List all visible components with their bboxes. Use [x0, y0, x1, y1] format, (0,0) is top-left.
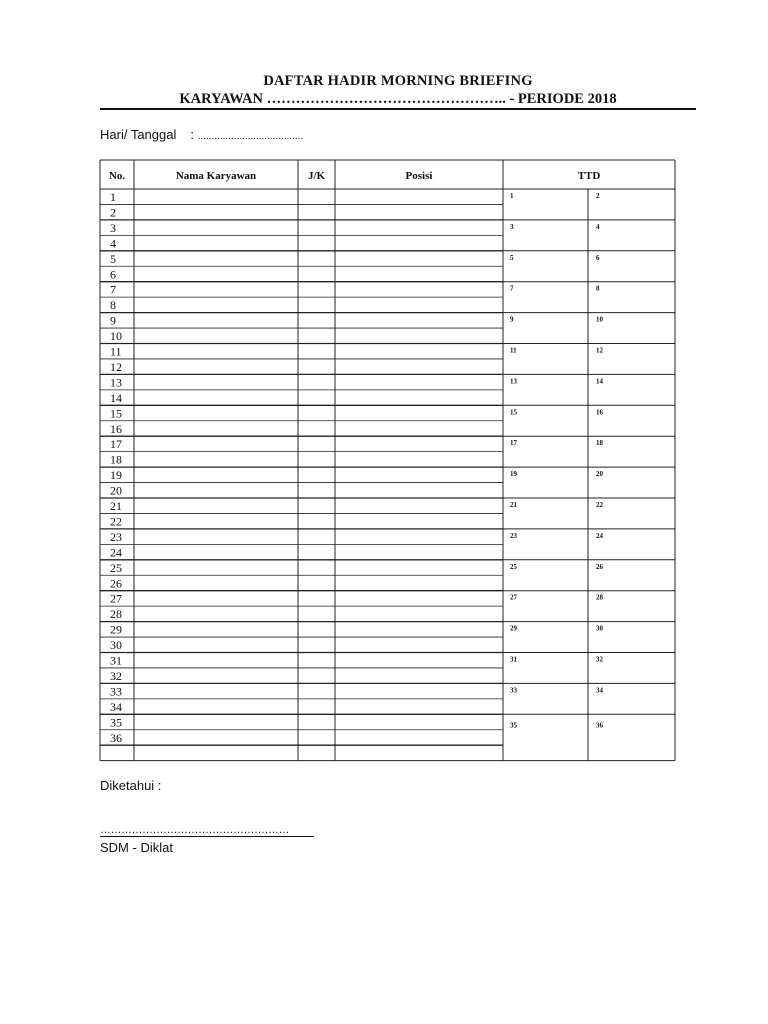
row-number: 9 [110, 313, 116, 328]
signature-number: 35 [510, 721, 517, 730]
signature-number: 8 [596, 284, 600, 293]
signature-number: 18 [596, 439, 603, 448]
date-separator: : [190, 127, 194, 142]
row-number: 33 [110, 684, 122, 699]
signature-number: 25 [510, 562, 517, 571]
signature-number: 24 [596, 531, 603, 540]
column-header: No. [108, 170, 126, 182]
row-number: 35 [110, 715, 122, 730]
signature-number: 9 [510, 315, 514, 324]
row-number: 12 [110, 359, 122, 374]
signer-name: SDM - Diklat [100, 840, 173, 855]
row-number: 19 [110, 468, 122, 483]
row-number: 2 [110, 205, 116, 220]
row-number: 13 [110, 375, 122, 390]
signature-number: 29 [510, 624, 517, 633]
signature-number: 5 [510, 253, 514, 262]
signature-number: 7 [510, 284, 514, 293]
row-number: 14 [110, 390, 122, 405]
row-number: 3 [110, 220, 116, 235]
row-number: 5 [110, 251, 116, 266]
row-number: 23 [110, 529, 122, 544]
row-number: 6 [110, 267, 116, 282]
date-label: Hari/ Tanggal [100, 127, 177, 142]
date-input-placeholder[interactable]: ...................................... [197, 131, 304, 142]
row-number: 30 [110, 638, 122, 653]
signature-number: 21 [510, 501, 517, 509]
row-number: 31 [110, 653, 122, 668]
row-number: 8 [110, 298, 116, 313]
row-number: 18 [110, 452, 122, 467]
signature-number: 34 [596, 686, 603, 695]
signature-number: 27 [510, 593, 517, 602]
row-number: 21 [110, 499, 122, 513]
signature-number: 15 [510, 408, 517, 417]
row-number: 7 [110, 282, 116, 297]
signature-number: 6 [596, 253, 600, 262]
signature-number: 4 [596, 222, 600, 231]
signature-number: 14 [596, 377, 603, 386]
signature-number: 26 [596, 562, 603, 571]
signature-number: 32 [596, 655, 603, 664]
row-number: 11 [110, 344, 122, 359]
signature-number: 22 [596, 501, 603, 509]
signature-number: 17 [510, 439, 517, 448]
signature-number: 11 [510, 346, 517, 355]
row-number: 32 [110, 668, 122, 683]
signature-number: 33 [510, 686, 517, 695]
column-header: J/K [307, 170, 326, 182]
signature-number: 16 [596, 408, 603, 417]
row-number: 22 [110, 514, 122, 529]
document-subtitle: KARYAWAN ………………………………………….. - PERIODE 2018 [179, 91, 617, 107]
signature-number: 31 [510, 655, 517, 664]
row-number: 36 [110, 730, 122, 745]
row-number: 24 [110, 545, 122, 560]
row-number: 29 [110, 622, 122, 637]
row-number: 20 [110, 483, 122, 498]
acknowledged-label: Diketahui : [100, 778, 162, 793]
row-number: 34 [110, 699, 122, 714]
signature-number: 3 [510, 222, 514, 231]
signature-number: 19 [510, 470, 517, 479]
row-number: 15 [110, 406, 122, 421]
signature-line[interactable]: ……………………………………………… [100, 824, 314, 837]
signature-number: 1 [510, 192, 514, 200]
signature-number: 28 [596, 593, 603, 602]
row-number: 26 [110, 576, 122, 591]
signature-number: 12 [596, 346, 603, 355]
signature-number: 13 [510, 377, 517, 386]
row-number: 27 [110, 591, 122, 606]
column-header: Nama Karyawan [175, 170, 257, 182]
row-number: 16 [110, 421, 122, 436]
signature-number: 30 [596, 624, 603, 633]
column-header: Posisi [405, 170, 433, 182]
row-number: 10 [110, 329, 122, 344]
signature-number: 20 [596, 470, 603, 479]
row-number: 4 [110, 236, 116, 251]
signature-number: 23 [510, 531, 517, 540]
signature-number: 36 [596, 721, 603, 730]
signature-number: 10 [596, 315, 603, 324]
row-number: 28 [110, 607, 122, 622]
signature-number: 2 [596, 192, 600, 200]
column-header: TTD [577, 170, 601, 182]
row-number: 1 [110, 190, 116, 204]
row-number: 17 [110, 437, 122, 452]
document-title: DAFTAR HADIR MORNING BRIEFING [263, 73, 533, 89]
row-number: 25 [110, 560, 122, 575]
